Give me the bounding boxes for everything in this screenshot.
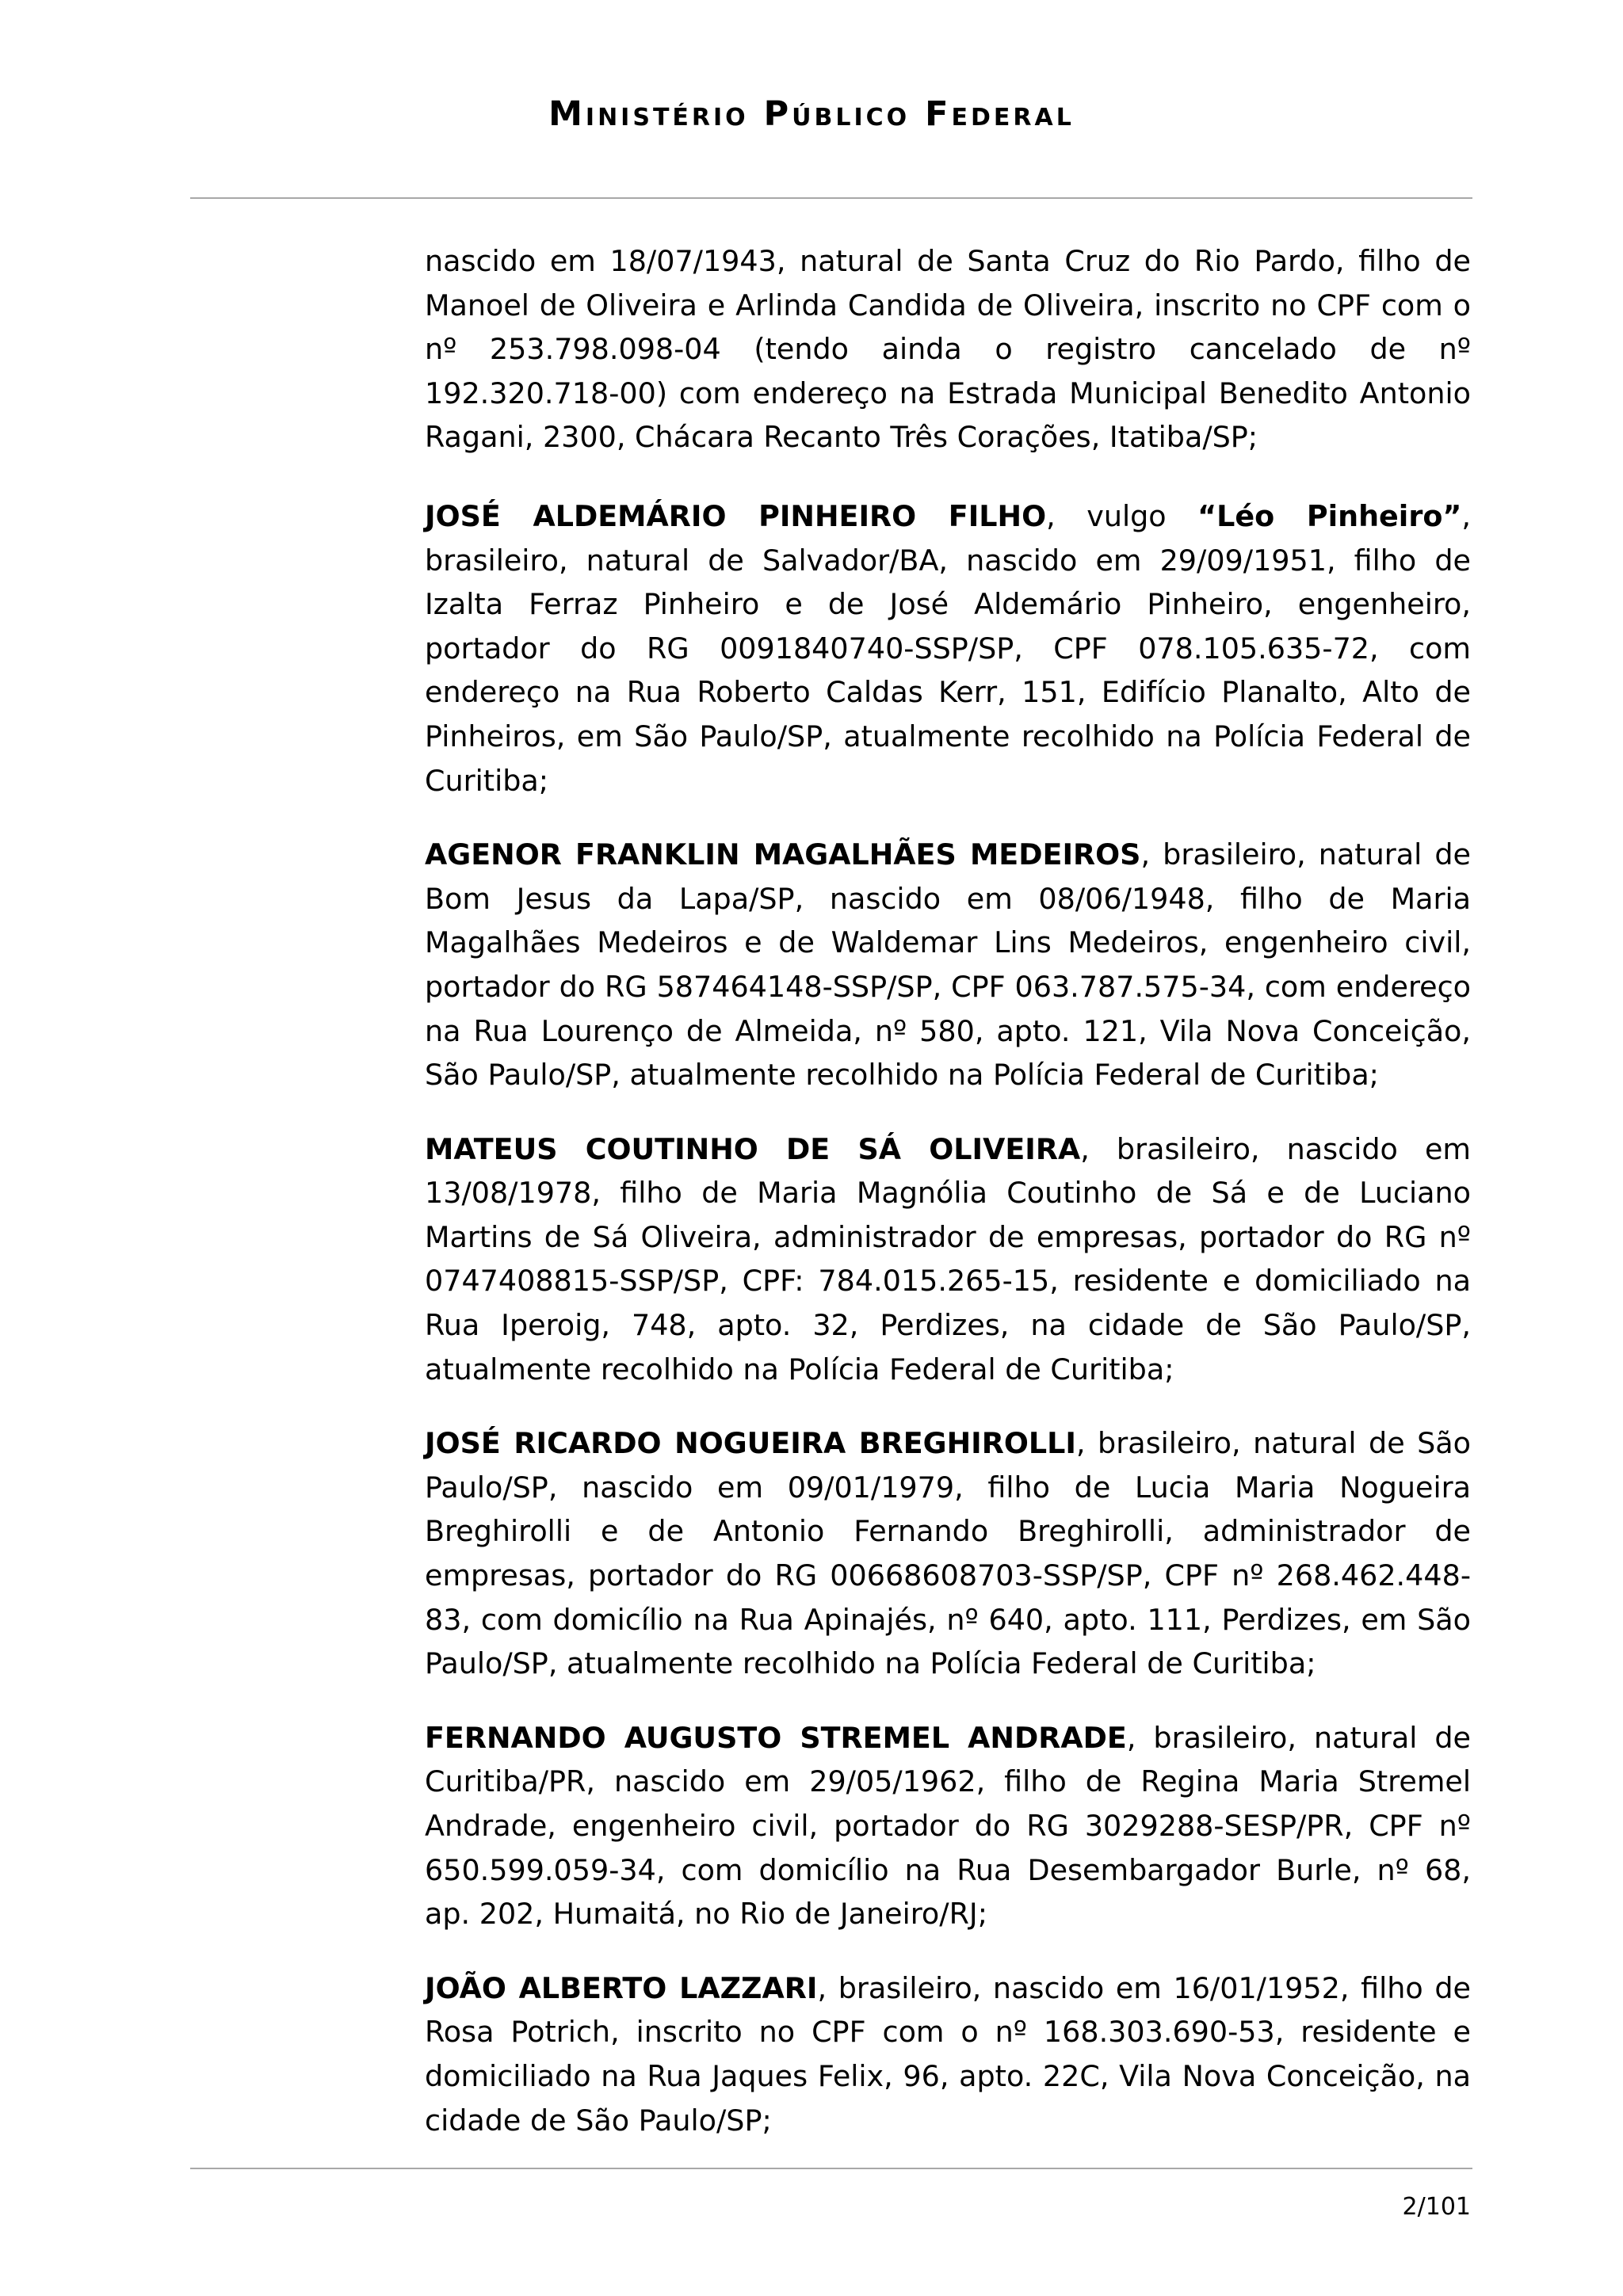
paragraph-defendant — [425, 1716, 1471, 1936]
defendant-name: FERNANDO AUGUSTO STREMEL ANDRADE — [425, 1720, 1127, 1755]
defendant-alias: “Léo Pinheiro” — [1197, 498, 1462, 533]
paragraph-text: nascido em 18/07/1943, natural de Santa Cruz do Rio Pardo, filho de Manoel de Oliveira e Arlinda Candida de Oliveira, inscrito no CPF com o nº 253.798.098-04 (tendo ainda o registro cancelado de nº 192.320.718-00) com endereço na Estrada Municipal Benedito Antonio Ragani, 2300, Chácara Recanto Três Corações, Itatiba/SP; — [425, 244, 1471, 455]
paragraph-text: , brasileiro, natural de Salvador/BA, nascido em 29/09/1951, filho de Izalta Ferraz Pinheiro e de José Aldemário Pinheiro, engenheiro, portador do RG 0091840740-SSP/SP, CPF 078.105.635-72, com endereço na Rua Roberto Caldas Kerr, 151, Edifício Planalto, Alto de Pinheiros, em São Paulo/SP, atualmente recolhido na Polícia Federal de Curitiba; — [425, 498, 1471, 798]
footer-divider — [190, 2168, 1472, 2169]
paragraph-defendant — [425, 1127, 1471, 1392]
defendant-name: AGENOR FRANKLIN MAGALHÃES MEDEIROS — [425, 837, 1141, 872]
paragraph-defendant — [425, 833, 1471, 1097]
defendant-name: JOSÉ RICARDO NOGUEIRA BREGHIROLLI — [425, 1426, 1076, 1461]
paragraph-text: , brasileiro, nascido em 16/01/1952, filho de Rosa Potrich, inscrito no CPF com o nº 168.303.690-53, residente e domiciliado na Rua Jaques Felix, 96, apto. 22C, Vila Nova Conceição, na cidade de São Paulo/SP; — [425, 1970, 1471, 2138]
document-header-title: Ministério Público Federal — [548, 94, 1075, 134]
paragraph-text: , brasileiro, natural de São Paulo/SP, nascido em 09/01/1979, filho de Lucia Maria Nogueira Breghirolli e de Antonio Fernando Breghirolli, administrador de empresas, portador do RG 00668608703-SSP/SP, CPF nº 268.462.448-83, com domicílio na Rua Apinajés, nº 640, apto. 111, Perdizes, em São Paulo/SP, atualmente recolhido na Polícia Federal de Curitiba; — [425, 1426, 1471, 1681]
defendant-name: MATEUS COUTINHO DE SÁ OLIVEIRA — [425, 1131, 1081, 1166]
paragraph-text: , vulgo — [1046, 498, 1198, 533]
paragraph-continuation — [425, 239, 1471, 460]
paragraph-defendant — [425, 1421, 1471, 1686]
paragraph-defendant — [425, 494, 1471, 803]
defendant-name: JOÃO ALBERTO LAZZARI — [425, 1970, 818, 2005]
paragraph-text: , brasileiro, nascido em 13/08/1978, filho de Maria Magnólia Coutinho de Sá e de Luciano Martins de Sá Oliveira, administrador de empresas, portador do RG nº 0747408815-SSP/SP, CPF: 784.015.265-15, residente e domiciliado na Rua Iperoig, 748, apto. 32, Perdizes, na cidade de São Paulo/SP, atualmente recolhido na Polícia Federal de Curitiba; — [425, 1131, 1471, 1386]
paragraph-text: , brasileiro, natural de Curitiba/PR, nascido em 29/05/1962, filho de Regina Maria Stremel Andrade, engenheiro civil, portador do RG 3029288-SESP/PR, CPF nº 650.599.059-34, com domicílio na Rua Desembargador Burle, nº 68, ap. 202, Humaitá, no Rio de Janeiro/RJ; — [425, 1720, 1471, 1932]
paragraph-text: , brasileiro, natural de Bom Jesus da Lapa/SP, nascido em 08/06/1948, filho de Maria Magalhães Medeiros e de Waldemar Lins Medeiros, engenheiro civil, portador do RG 587464148-SSP/SP, CPF 063.787.575-34, com endereço na Rua Lourenço de Almeida, nº 580, apto. 121, Vila Nova Conceição, São Paulo/SP, atualmente recolhido na Polícia Federal de Curitiba; — [425, 837, 1471, 1093]
page-number: 2/101 — [1402, 2193, 1471, 2221]
document-body — [425, 239, 1471, 2172]
header-divider — [190, 197, 1472, 199]
defendant-name: JOSÉ ALDEMÁRIO PINHEIRO FILHO — [425, 498, 1047, 533]
paragraph-defendant — [425, 1966, 1471, 2142]
